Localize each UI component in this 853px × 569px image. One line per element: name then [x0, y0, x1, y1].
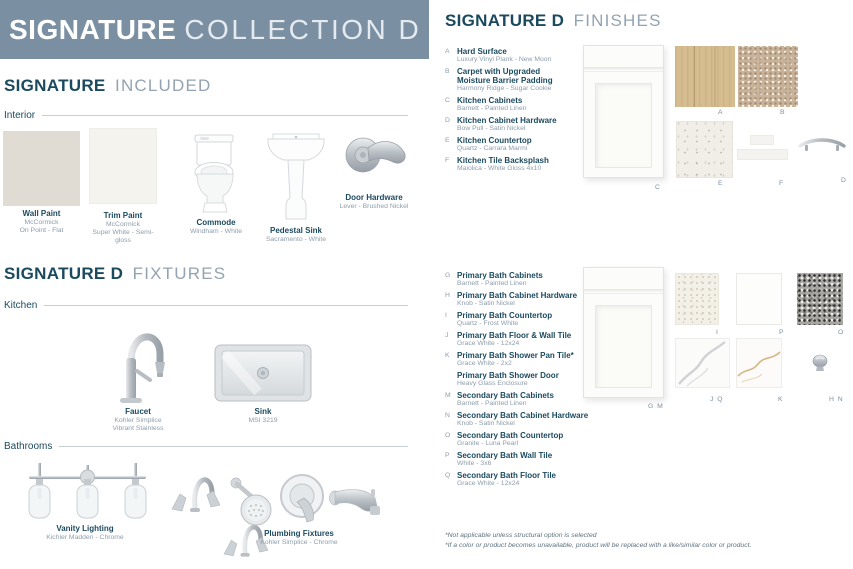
- plumbing-fixtures-label: [246, 529, 352, 547]
- swatch-tag-d: D: [841, 177, 847, 184]
- finish-letter: Q: [445, 472, 451, 479]
- kitchen-section-label: Kitchen: [4, 300, 38, 311]
- bathrooms-section-label: Bathrooms: [4, 441, 53, 452]
- interior-section-line: [42, 115, 408, 116]
- secondary-countertop-swatch: [797, 273, 843, 325]
- cabinet-rail: [584, 289, 663, 294]
- swatch-tag-hn: H N: [829, 396, 844, 403]
- bath-knob-swatch: [812, 354, 828, 372]
- finishes-heading-light: FINISHES: [573, 11, 662, 30]
- product-name: Wall Paint: [22, 209, 61, 218]
- primary-tile-swatch: [675, 338, 730, 388]
- finish-sub: Barnett - Painted Linen: [457, 280, 527, 287]
- finish-letter: P: [445, 452, 450, 459]
- product-sub: McCormick: [24, 218, 59, 226]
- product-sub: MSI 3219: [248, 416, 278, 424]
- finish-sub: Barnett - Painted Linen: [457, 105, 527, 112]
- swatch-tag-f: F: [779, 180, 785, 187]
- swatch-tag-e: E: [718, 180, 724, 187]
- pedestal-sink-label: [260, 226, 332, 244]
- product-sub: Kohler Simplice - Chrome: [260, 538, 338, 546]
- finish-letter: N: [445, 412, 450, 419]
- swatch-tag-a: A: [718, 109, 724, 116]
- product-sub: McCormick: [106, 220, 140, 228]
- product-name: Trim Paint: [103, 211, 143, 220]
- door-hardware-label: [336, 193, 412, 211]
- footnote-availability: *If a color or product becomes unavailable, product will be replaced with a like/similar color or product.: [445, 542, 752, 549]
- finish-letter: G: [445, 272, 451, 279]
- finish-letter: J: [445, 332, 449, 339]
- finish-letter: C: [445, 97, 450, 104]
- finish-title: Primary Bath Shower Door: [457, 371, 559, 380]
- finish-title: Kitchen Tile Backsplash: [457, 156, 549, 165]
- finish-letter: E: [445, 137, 450, 144]
- finishes-heading: [445, 11, 662, 31]
- included-heading: [4, 76, 212, 96]
- product-sub: Windham - White: [189, 227, 243, 235]
- shower-pan-tile-swatch: [736, 338, 782, 388]
- fixtures-heading-bold: SIGNATURE D: [4, 264, 124, 283]
- bathrooms-section-line: [59, 446, 408, 447]
- finish-sub: Knob - Satin Nickel: [457, 300, 515, 307]
- finish-sub: Grace White - 12x24: [457, 340, 520, 347]
- finish-letter: D: [445, 117, 450, 124]
- finish-item: [445, 431, 635, 448]
- product-sub: On Point - Flat: [19, 226, 64, 234]
- kitchen-cabinet-swatch: [583, 45, 664, 178]
- product-name: Plumbing Fixtures: [264, 529, 334, 538]
- swatch-tag-o: O: [838, 329, 845, 336]
- finish-item: [445, 451, 635, 468]
- finish-letter: [445, 371, 457, 388]
- finish-title: Secondary Bath Cabinet Hardware: [457, 411, 589, 420]
- included-heading-bold: SIGNATURE: [4, 76, 106, 95]
- interior-section-label: Interior: [4, 110, 36, 121]
- product-name: Pedestal Sink: [269, 226, 323, 235]
- fixtures-heading-light: FIXTURES: [132, 264, 227, 283]
- finish-title: Primary Bath Cabinets: [457, 271, 543, 280]
- primary-countertop-swatch: [675, 273, 719, 325]
- finish-letter: A: [445, 48, 450, 55]
- vanity-lighting-label: [30, 524, 140, 542]
- finish-title: Secondary Bath Wall Tile: [457, 451, 553, 460]
- kitchen-sink-label: [225, 407, 301, 425]
- kitchen-sink-image: [213, 343, 313, 403]
- finish-letter: M: [445, 392, 451, 399]
- finish-sub: Knob - Satin Nickel: [457, 420, 515, 427]
- finish-sub: Barnett - Painted Linen: [457, 400, 527, 407]
- bath-cabinet-swatch: [583, 267, 664, 398]
- finish-letter: F: [445, 157, 450, 164]
- shower-valve-image: [278, 472, 326, 528]
- finish-sub: White - 3x6: [457, 460, 492, 467]
- swatch-tag-c: C: [655, 184, 661, 191]
- door-hardware-image: [338, 125, 410, 189]
- finish-title: Secondary Bath Countertop: [457, 431, 564, 440]
- finish-title: Kitchen Cabinet Hardware: [457, 116, 557, 125]
- finish-sub: Quartz - Carrara Marmi: [457, 145, 528, 152]
- carpet-swatch: [738, 46, 798, 107]
- finish-letter: O: [445, 432, 451, 439]
- kitchen-faucet-image: [108, 316, 168, 406]
- swatch-tag-jq: J Q: [710, 396, 724, 403]
- finish-sub: Maiolica - White Gloss 4x10: [457, 165, 542, 172]
- secondary-wall-tile-swatch: [736, 273, 782, 325]
- finish-title: Kitchen Countertop: [457, 136, 532, 145]
- finish-title: Primary Bath Floor & Wall Tile: [457, 331, 572, 340]
- finish-title: Primary Bath Countertop: [457, 311, 553, 320]
- finish-sub: Luxury Vinyl Plank - New Moon: [457, 56, 552, 63]
- page-banner: [0, 0, 429, 59]
- finish-item: [445, 471, 635, 488]
- vanity-lighting-image: [25, 455, 150, 521]
- kitchen-section-line: [44, 305, 408, 306]
- swatch-tag-gm: G M: [648, 403, 664, 410]
- backsplash-tile-swatch: [737, 149, 788, 160]
- included-heading-light: INCLUDED: [115, 76, 212, 95]
- finish-sub: Quartz - Frost White: [457, 320, 519, 327]
- product-name: Sink: [254, 407, 272, 416]
- finish-title: Secondary Bath Floor Tile: [457, 471, 556, 480]
- fixtures-heading: [4, 264, 226, 284]
- product-sub: Vibrant Stainless: [112, 424, 164, 432]
- finish-title: Secondary Bath Cabinets: [457, 391, 554, 400]
- finish-sub: Grace White - 12x24: [457, 480, 520, 487]
- finish-letter: I: [445, 312, 447, 319]
- footnote-structural: *Not applicable unless structural option is selected: [445, 532, 597, 539]
- product-name: Door Hardware: [345, 193, 403, 202]
- showerhead-image: [228, 476, 278, 528]
- finish-sub: Granite - Luna Pearl: [457, 440, 519, 447]
- finish-title: Hard Surface: [457, 47, 507, 56]
- tub-spout-image: [328, 483, 384, 525]
- wall-paint-swatch: [3, 131, 80, 206]
- product-name: Vanity Lighting: [56, 524, 114, 533]
- finish-sub: Harmony Ridge - Sugar Cookie: [457, 85, 552, 92]
- trim-paint-label: [85, 211, 161, 245]
- pedestal-sink-image: [262, 130, 330, 224]
- product-name: Commode: [196, 218, 236, 227]
- cabinet-panel: [595, 305, 652, 388]
- product-sub: Sacramento - White: [265, 235, 327, 243]
- product-sub: Kichler Madden - Chrome: [46, 533, 124, 541]
- swatch-tag-b: B: [780, 109, 786, 116]
- finish-sub: Heavy Glass Enclosure: [457, 380, 528, 387]
- product-sub: Lever - Brushed Nickel: [339, 202, 409, 210]
- hard-surface-swatch: [675, 46, 735, 107]
- finish-sub: Grace White - 2x2: [457, 360, 512, 367]
- product-sub: Kohler Simplice: [114, 416, 162, 424]
- finish-letter: H: [445, 292, 450, 299]
- banner-title-bold: SIGNATURE: [9, 13, 177, 45]
- backsplash-tile-swatch: [750, 135, 774, 145]
- banner-title-light: COLLECTION D: [184, 13, 422, 45]
- commode-image: [184, 130, 248, 216]
- commode-label: [184, 218, 248, 236]
- bow-pull-swatch: [797, 135, 847, 153]
- product-sub: Super White - Semi-gloss: [92, 228, 154, 244]
- finish-letter: K: [445, 352, 450, 359]
- swatch-tag-i: I: [716, 329, 719, 336]
- swatch-tag-k: K: [778, 396, 784, 403]
- interior-section-rule: [4, 110, 408, 121]
- cabinet-rail: [584, 67, 663, 72]
- finish-title: Carpet with Upgraded Moisture Barrier Padding: [457, 67, 553, 85]
- finish-letter: B: [445, 68, 450, 75]
- kitchen-section-rule: [4, 300, 408, 311]
- finishes-heading-bold: SIGNATURE D: [445, 11, 565, 30]
- finish-sub: Bow Pull - Satin Nickel: [457, 125, 526, 132]
- finish-title: Kitchen Cabinets: [457, 96, 523, 105]
- swatch-tag-p: P: [779, 329, 785, 336]
- trim-paint-swatch: [89, 128, 157, 204]
- kitchen-faucet-label: [100, 407, 176, 433]
- kitchen-countertop-swatch: [676, 121, 733, 178]
- wall-paint-label: [3, 209, 80, 235]
- product-name: Faucet: [125, 407, 151, 416]
- finish-title: Primary Bath Cabinet Hardware: [457, 291, 578, 300]
- finish-item: [445, 411, 635, 428]
- cabinet-panel: [595, 83, 652, 168]
- finish-title: Primary Bath Shower Pan Tile*: [457, 351, 574, 360]
